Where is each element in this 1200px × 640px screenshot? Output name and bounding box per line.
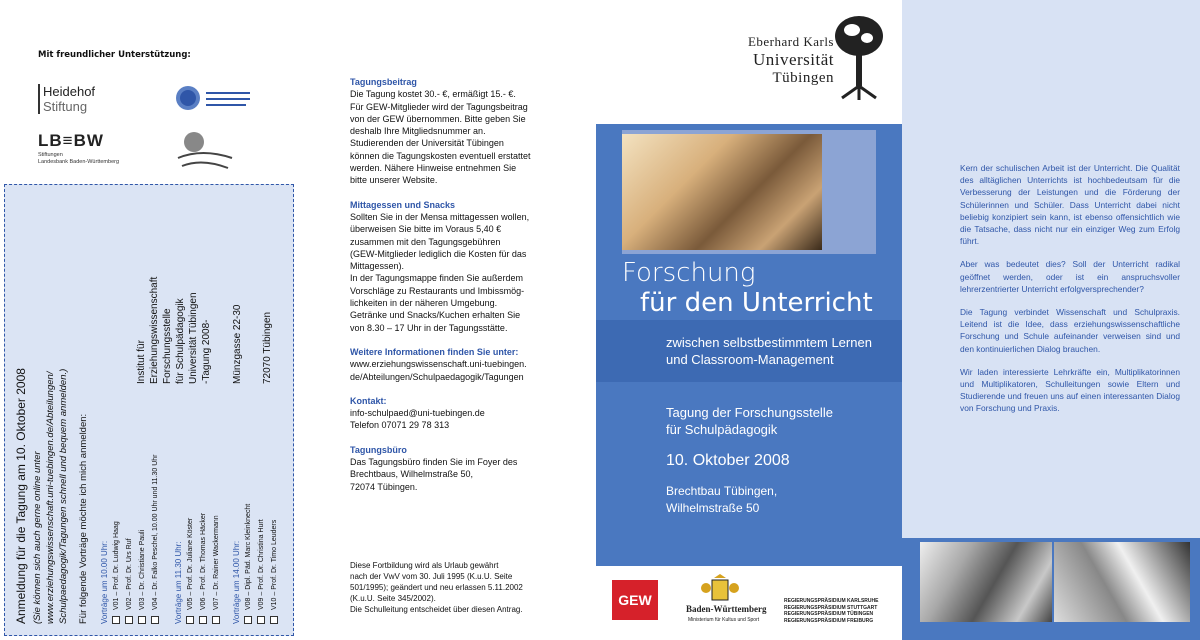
foot-l1: Diese Fortbildung wird als Urlaub gewährt [350, 561, 499, 570]
beitrag-l6: können die Tagungskosten eventuell erstattet [350, 150, 531, 161]
rp-l1: REGIERUNGSPRÄSIDIUM KARLSRUHE [784, 598, 879, 604]
heidehof-line1: Heidehof [43, 84, 96, 99]
uni-line1: Eberhard Karls [747, 34, 834, 49]
regierungspraesidien [784, 598, 878, 624]
form-note-line1: (Sie können sich auch gerne online unter [32, 451, 43, 624]
info-link-l2[interactable]: de/Abteilungen/Schulpaedagogik/Tagungen [350, 371, 524, 382]
session-1130-label: Vorträge um 11.30 Uhr: [174, 541, 183, 624]
mittag-l3: zusammen mit den Tagungsgebühren [350, 236, 501, 247]
label-v07: V07 – Dr. Rainer Wackermann [212, 515, 220, 610]
lbbw-subtitle [38, 152, 119, 166]
gew-logo: GEW [612, 580, 658, 620]
description-text [960, 162, 1180, 426]
subtitle-l2: und Classroom-Management [666, 352, 834, 367]
title-line1: Forschung [622, 258, 756, 288]
buero-title: Tagungsbüro [350, 444, 407, 455]
fortbildung-note [350, 560, 570, 615]
foot-l2: nach der VwV vom 30. Juli 1995 (K.u.U. Seite [350, 572, 513, 581]
kontakt-phone: Telefon 07071 29 78 313 [350, 420, 450, 431]
lbbw-sub-line1: Stiftungen [38, 152, 63, 158]
label-v09: V09 – Prof. Dr. Christina Hurt [257, 519, 265, 610]
university-logo-text [666, 34, 834, 87]
beitrag-l3: von der GEW übernommen. Bitte geben Sie [350, 113, 526, 124]
coat-of-arms-icon [700, 574, 740, 604]
description-p1: Kern der schulischen Arbeit ist der Unterricht. Die Qualität des alltäglichen Unterrichts ist hochbedeutsam für die Verbesserung der Leistungen und die Förderung der Schülerinnen und Schüler. Dass Unterricht dabei nicht beliebig konzipiert sein kann, ist ebenso offensichtlich wie die Tatsache, dass nicht nur ein einziger Weg zum Erfolg führt. [960, 163, 1180, 247]
info-content [350, 76, 560, 493]
label-v06: V06 – Prof. Dr. Thomas Häcker [199, 512, 207, 610]
beitrag-l1: Die Tagung kostet 30.- €, ermäßigt 15.- €. [350, 89, 516, 100]
lbbw-sub-line2: Landesbank Baden-Württemberg [38, 159, 120, 165]
location-l2: Wilhelmstraße 50 [666, 501, 760, 515]
mittag-l4: (GEW-Mitglieder lediglich die Kosten für das [350, 248, 527, 259]
rp-l2: REGIERUNGSPRÄSIDIUM STUTTGART [784, 604, 878, 611]
description-p4: Wir laden interessierte Lehrkräfte ein, Multiplikatorinnen und Multiplikatoren, Schulleitungen sowie Eltern und Studierende und freuen uns auf einen interessanten Dialog von Forschung und Praxis. [960, 366, 1180, 414]
label-v04: V04 – Dr. Falko Peschel, 10.00 Uhr und 11.30 Uhr [151, 454, 159, 610]
panel-cover [596, 0, 902, 640]
lbbw-logo: LB≡BW [38, 131, 104, 150]
form-note-line3: Schulpaedagogik/Tagungen schnell und bequem anmelden.) [58, 368, 69, 624]
mittag-l10: von 8.30 – 17 Uhr in der Tagungsstätte. [350, 322, 508, 333]
label-v03: V03 – Dr. Christiane Pauli [138, 529, 146, 610]
panel-support-form [0, 0, 298, 640]
heidehof-line2: Stiftung [43, 99, 88, 114]
buero-l1: Das Tagungsbüro finden Sie im Foyer des [350, 457, 518, 468]
vfu-logo [172, 78, 254, 120]
mittag-l5: Mittagessen). [350, 261, 405, 272]
bw-ministry: Ministerium für Kultus und Sport [688, 617, 760, 623]
info-link-l1[interactable]: www.erziehungswissenschaft.uni-tuebingen. [350, 359, 527, 370]
session-10-title: Vorträge um 10.00 Uhr: [100, 540, 109, 624]
label-v01: V01 – Prof. Dr. Ludwig Haag [112, 521, 120, 610]
address-line10: 72070 Tübingen [262, 311, 273, 384]
event-date: 10. Oktober 2008 [666, 452, 790, 469]
mittag-l9: Getränke und Snacks/Kuchen erhalten Sie [350, 310, 521, 321]
mittag-l6: In der Tagungsmappe finden Sie außerdem [350, 273, 523, 284]
beitrag-l7: werden. Nähere Hinweise entnehmen Sie [350, 163, 517, 174]
description-p3: Die Tagung verbindet Wissenschaft und Schulpraxis. Leitend ist die Idee, dass erziehungswissenschaftliche Forschung und Schule aufeinander verweisen sind und den kontinuierlichen Dialog brauchen. [960, 307, 1180, 354]
address-line6: -Tagung 2008- [201, 319, 212, 384]
form-heading: Anmeldung für die Tagung am 10. Oktober 2008 [14, 368, 28, 624]
beitrag-title: Tagungsbeitrag [350, 77, 417, 87]
subtitle [666, 334, 896, 368]
uni-line3: Tübingen [772, 70, 834, 86]
subtitle-l1: zwischen selbstbestimmtem Lernen [666, 335, 872, 350]
beitrag-l8: bitte unserer Website. [350, 175, 438, 186]
title-line2: für den Unterricht [640, 288, 873, 318]
form-intro: Für folgende Vorträge möchte ich mich anmelden: [78, 413, 89, 624]
mittag-l1: Sollten Sie in der Mensa mittagessen wollen, [350, 211, 530, 222]
tagung-l1: Tagung der Forschungsstelle [666, 405, 833, 420]
kontakt-email[interactable]: info-schulpaed@uni-tuebingen.de [350, 408, 485, 419]
mittag-title: Mittagessen und Snacks [350, 199, 456, 210]
panel-info [298, 0, 596, 640]
classroom-photo [622, 134, 822, 250]
uni-line2: Universität [752, 50, 834, 69]
mittag-l8: lichkeiten in der näheren Umgebung. [350, 298, 498, 309]
student-photo-1 [920, 542, 1052, 622]
description-p2: Aber was bedeutet dies? Soll der Unterricht radikal geöffnet werden, oder ist ein anspruchsvoller lehrerzentrierter Unterricht erfolgversprechender? [960, 259, 1180, 294]
palm-tree-icon [832, 10, 886, 100]
address-block [4, 184, 294, 636]
address-line3: Forschungsstelle [162, 308, 173, 384]
kontakt-title: Kontakt: [350, 395, 387, 406]
address-line5: Universität Tübingen [188, 292, 199, 384]
form-note-line2[interactable]: www.erziehungswissenschaft.uni-tuebingen.de/Abteilungen/ [45, 371, 56, 624]
tagung-l2: für Schulpädagogik [666, 422, 778, 437]
mittag-l7: Vorschläge zu Restaurants und Imbissmög- [350, 285, 525, 296]
label-v08: V08 – Dipl. Päd. Marc Kleinknecht [244, 503, 252, 610]
address-line8: Münzgasse 22-30 [232, 304, 243, 384]
buero-l2: Brechtbaus, Wilhelmstraße 50, [350, 469, 474, 480]
buero-l3: 72074 Tübingen. [350, 481, 418, 492]
address-line4: für Schulpädagogik [175, 298, 186, 384]
label-v02: V02 – Prof. Dr. Urs Ruf [125, 538, 133, 610]
session-14-label: Vorträge um 14.00 Uhr: [232, 540, 241, 624]
address-line1: Institut für [136, 340, 147, 384]
beitrag-l5: Studierenden der Universität Tübingen [350, 138, 504, 149]
panel-description [902, 0, 1200, 640]
event-location [666, 483, 777, 517]
beitrag-l4: deshalb Ihre Mitgliedsnummer an. [350, 126, 486, 137]
location-l1: Brechtbau Tübingen, [666, 484, 778, 498]
heidehof-logo [38, 84, 95, 114]
label-v10: V10 – Prof. Dr. Timo Leuders [270, 519, 278, 610]
beitrag-l2: Für GEW-Mitglieder wird der Tagungsbeitrag [350, 101, 528, 112]
foot-l5: Die Schulleitung entscheidet über diesen Antrag. [350, 605, 523, 614]
tagung-text [666, 404, 833, 438]
info-title: Weitere Informationen finden Sie unter: [350, 346, 519, 357]
label-v05: V05 – Prof. Dr. Juliane Köster [186, 517, 194, 610]
student-photo-2 [1054, 542, 1190, 622]
foot-l4: (K.u.U. Seite 345/2002). [350, 594, 436, 603]
address-line2: Erziehungswissenschaft [149, 276, 160, 384]
mittag-l2: überweisen Sie bitte im Voraus 5,40 € [350, 224, 502, 235]
support-title: Mit freundlicher Unterstützung: [38, 50, 191, 60]
rp-l3: REGIERUNGSPRÄSIDIUM TÜBINGEN [784, 611, 874, 618]
johannes-loechner-logo [172, 128, 242, 176]
foot-l3: 501/1995); geändert und neu erlassen 5.11.2002 [350, 583, 523, 592]
rp-l4: REGIERUNGSPRÄSIDIUM FREIBURG [784, 617, 874, 624]
bw-name: Baden-Württemberg [686, 604, 767, 614]
